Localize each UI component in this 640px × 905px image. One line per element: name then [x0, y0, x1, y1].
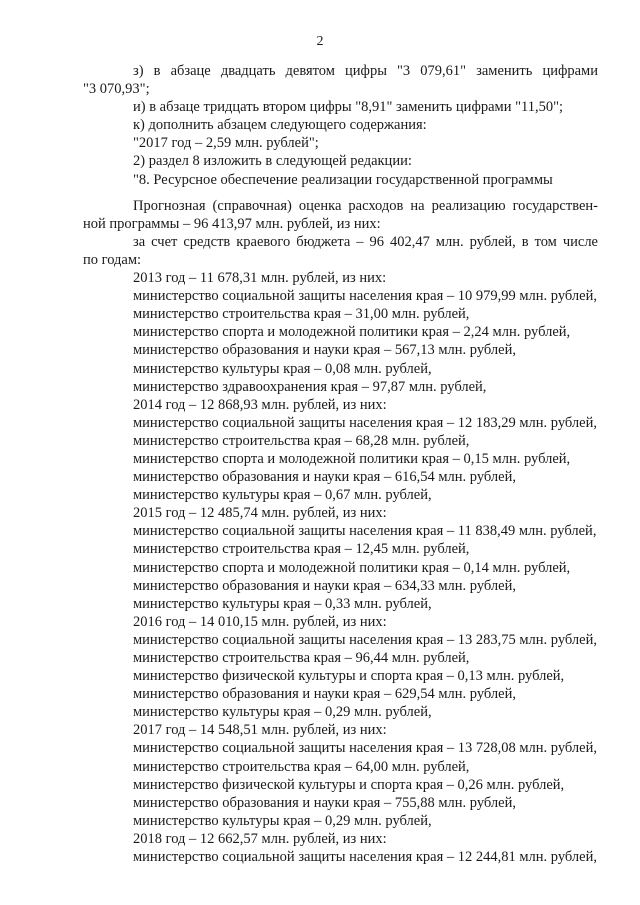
text-line: министерство образования и науки края – 634,33 млн. рублей, [133, 577, 516, 594]
text-line: министерство здравоохранения края – 97,87 млн. рублей, [133, 378, 487, 395]
text-line: за счет средств краевого бюджета – 96 402,47 млн. рублей, в том числе [133, 233, 598, 250]
text-line: министерство культуры края – 0,29 млн. рублей, [133, 812, 432, 829]
text-line: ной программы – 96 413,97 млн. рублей, из них: [83, 215, 381, 232]
text-line: 2) раздел 8 изложить в следующей редакции: [133, 153, 412, 170]
text-line: министерство социальной защиты населения края – 13 728,08 млн. рублей, [133, 740, 597, 757]
text-line: министерство строительства края – 12,45 млн. рублей, [133, 541, 470, 558]
page-number: 2 [316, 34, 324, 49]
text-line: министерство спорта и молодежной политики края – 0,15 млн. рублей, [133, 450, 571, 467]
text-line: министерство строительства края – 68,28 млн. рублей, [133, 432, 470, 449]
text-line: "3 070,93"; [83, 81, 150, 98]
text-line: "8. Ресурсное обеспечение реализации государственной программы [133, 171, 553, 188]
text-line: министерство строительства края – 96,44 млн. рублей, [133, 650, 470, 666]
text-line: министерство культуры края – 0,67 млн. рублей, [133, 487, 432, 504]
text-line: 2016 год – 14 010,15 млн. рублей, из них: [133, 613, 387, 630]
text-line: министерство физической культуры и спорта края – 0,26 млн. рублей, [133, 776, 565, 793]
text-line: министерство социальной защиты населения края – 13 283,75 млн. рублей, [133, 631, 597, 648]
text-line: министерство образования и науки края – 616,54 млн. рублей, [133, 469, 516, 486]
text-line: министерство социальной защиты населения края – 12 183,29 млн. рублей, [133, 414, 597, 431]
text-line: к) дополнить абзацем следующего содержания: [133, 117, 427, 134]
text-line: министерство спорта и молодежной политики края – 2,24 млн. рублей, [133, 324, 571, 341]
text-line: 2013 год – 11 678,31 млн. рублей, из них: [133, 270, 387, 287]
text-line: министерство строительства края – 31,00 млн. рублей, [133, 306, 470, 323]
text-line: министерство спорта и молодежной политики края – 0,14 млн. рублей, [133, 559, 571, 576]
text-line: 2015 год – 12 485,74 млн. рублей, из них: [133, 505, 387, 522]
text-line: министерство образования и науки края – 629,54 млн. рублей, [133, 686, 516, 703]
text-line: министерство социальной защиты населения края – 10 979,99 млн. рублей, [133, 288, 597, 305]
text-line: министерство культуры края – 0,33 млн. рублей, [133, 595, 432, 612]
text-line: министерство социальной защиты населения края – 11 838,49 млн. рублей, [133, 523, 597, 540]
text-line: министерство физической культуры и спорта края – 0,13 млн. рублей, [133, 668, 565, 685]
text-line: з) в абзаце двадцать девятом цифры "3 079,61" заменить цифрами [133, 63, 598, 79]
text-line: 2018 год – 12 662,57 млн. рублей, из них: [133, 830, 387, 847]
text-line: министерство культуры края – 0,08 млн. рублей, [133, 360, 432, 377]
text-line: министерство образования и науки края – 755,88 млн. рублей, [133, 794, 516, 811]
document-body [83, 62, 598, 866]
text-line: министерство строительства края – 64,00 млн. рублей, [133, 758, 470, 775]
text-line: Прогнозная (справочная) оценка расходов на реализацию государствен- [133, 197, 598, 214]
text-line: министерство образования и науки края – 567,13 млн. рублей, [133, 342, 516, 359]
text-line: "2017 год – 2,59 млн. рублей"; [133, 135, 319, 152]
text-line: и) в абзаце тридцать втором цифры "8,91" заменить цифрами "11,50"; [133, 99, 564, 116]
text-line: министерство социальной защиты населения края – 12 244,81 млн. рублей, [133, 849, 597, 866]
text-line: министерство культуры края – 0,29 млн. рублей, [133, 704, 432, 721]
text-line: 2017 год – 14 548,51 млн. рублей, из них: [133, 722, 387, 739]
text-line: по годам: [83, 251, 142, 268]
text-line: 2014 год – 12 868,93 млн. рублей, из них: [133, 396, 387, 413]
